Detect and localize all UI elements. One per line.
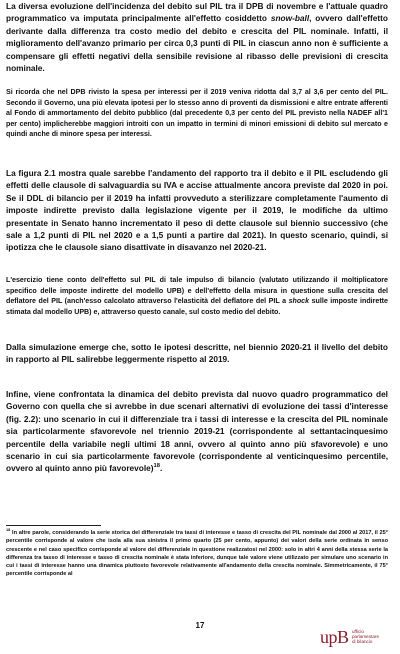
paragraph-figure-2-2 [6, 388, 388, 475]
paragraph-text: sulle imposte indirette stimata dal modello UPB) e, attraverso questo canale, sul costo medio del debito. [6, 297, 388, 316]
emphasis-text: shock [288, 297, 310, 306]
logo-text [352, 629, 379, 645]
footnote-18 [6, 529, 388, 579]
paragraph-text: Si ricorda che nel DPB rivisto la spesa per interessi per il 2019 veniva ridotta dal 3,7 al 3,6 per cento del PIL. Secondo il Governo, una più elevata ipotesi per lo stesso anno di proventi da dismissioni e altre entrate afferenti al Fondo di ammortamento del debito pubblico (dal precedente 0,3 per cento del PIL previsto nella NADEF all'1 per cento) implicherebbe maggiori introiti con un impatto in termini di minori emissioni di debito sul mercato e quindi anche di minore spesa per interessi. [6, 88, 388, 139]
logo-line: di bilancio [352, 639, 373, 645]
paragraph-text: La diversa evoluzione dell'incidenza del debito sul PIL tra il DPB di novembre e l'attuale quadro programmatico va imputata principalmente all'effetto cosiddetto [6, 1, 388, 24]
paragraph-exercise-note [6, 275, 388, 317]
paragraph-debt-evolution [6, 0, 388, 74]
footnote-text: In altre parole, considerando la serie storica del differenziale tra tassi di interesse e tasso di crescita del PIL nominale dal 2000 al 2017, il 25° percentile corrisponde al valore che isola alla sua sinistra il primo quarto (25 per cento, appunto) dei valori della serie ordinata in senso crescente e nel caso specifico corrisponde al valore del differenziale in questione realizzatosi nel 2000: solo in altri 4 anni della stessa serie la differenza tra tasso di interesse e tasso di crescita nominale è stata inferiore, dunque tale valore viene utilizzato per simulare uno scenario in cui i tassi di interesse hanno una dinamica piuttosto favorevole relativamente all'andamento della crescita nominale. Simmetricamente, il 75° percentile corrisponde al [6, 530, 388, 578]
footnote-number: 18 [6, 527, 11, 533]
paragraph-text: , ovvero dall'effetto derivante dalla differenza tra costo medio del debito e crescita del PIL nominale. Infatti, il miglioramento dell'avanzo primario per circa 0,3 punti di PIL in ciascun anno non è sufficiente a compensare gli effetti negativi della sensibile revisione al ribasso delle previsioni di crescita nominale. [6, 13, 388, 74]
paragraph-text: L'esercizio tiene conto dell'effetto sul PIL di tale impulso di bilancio (valutato utilizzando il moltiplicatore specifico delle imposte indirette del modello UPB) e dell'effetto della misura in questione sulla crescita del deflatore del PIL (anch'esso calcolato attraverso l'elasticità del deflatore del PIL a [6, 276, 388, 306]
footnote-separator [6, 525, 101, 526]
logo-line: parlamentare [352, 634, 380, 640]
paragraph-text: Infine, viene confrontata la dinamica del debito prevista dal nuovo quadro programmatico del Governo con quella che si avrebbe in due scenari alternativi di evoluzione dei tassi d'interesse (fig. 2.2): uno scenario in cui il differenziale tra i tassi di interesse e la crescita del PIL nominale sia particolarmente sfavorevole nel triennio 2019-21 (corrispondente al settantacinquesimo percentile della variabile negli ultimi 18 anni, ovvero al quinto anno più sfavorevole) e uno scenario in cui sia particolarmente favorevole (corrispondente al venticinquesimo percentile, ovvero al quinto anno più favorevole) [6, 389, 388, 474]
paragraph-text: . [159, 463, 163, 474]
page-number: 17 [195, 621, 205, 630]
logo-line: ufficio [352, 629, 364, 634]
upb-logo [320, 626, 398, 652]
emphasis-text: snow-ball [270, 13, 310, 24]
logo-mark: upB [320, 627, 349, 647]
paragraph-interest-note [6, 87, 388, 140]
paragraph-text: La figura 2.1 mostra quale sarebbe l'andamento del rapporto tra il debito e il PIL escludendo gli effetti delle clausole di salvaguardia su IVA e accise attualmente ancora previste dal 2020 in poi. Se il DDL di bilancio per il 2019 ha infatti provveduto a sterilizzare completamente l'aumento di imposte indirette previsto dalla legislazione vigente per il 2019, le modifiche da ultimo presentate in Senato hanno incrementato il peso di dette clausole sul biennio successivo (che sale a 1,2 punti di PIL nel 2020 e a 1,5 punti a partire dal 2021). In questo scenario, quindi, si ipotizza che le clausole siano disattivate in disavanzo nel 2020-21. [6, 168, 388, 253]
paragraph-figure-2-1 [6, 167, 388, 254]
footnote-reference[interactable]: 18 [153, 463, 160, 470]
paragraph-simulation [6, 341, 388, 366]
paragraph-text: Dalla simulazione emerge che, sotto le ipotesi descritte, nel biennio 2020-21 il livello del debito in rapporto al PIL salirebbe leggermente rispetto al 2019. [6, 342, 388, 365]
